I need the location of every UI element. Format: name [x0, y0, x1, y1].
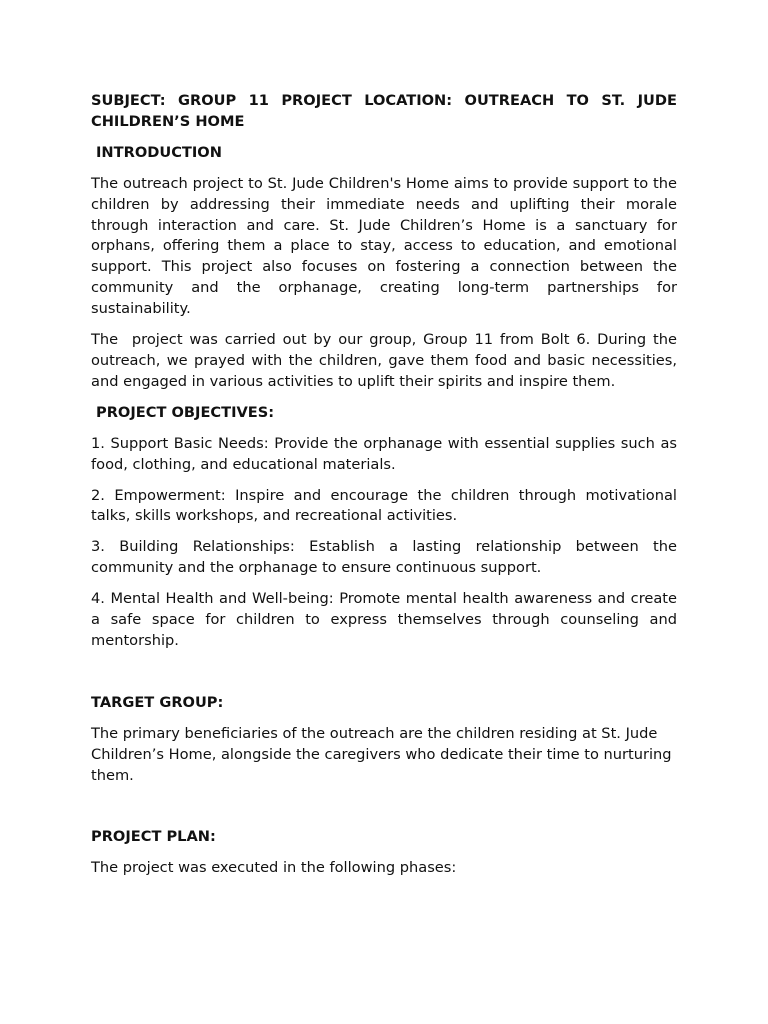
section-spacer — [91, 662, 677, 693]
project-plan-paragraph: The project was executed in the following phases: — [91, 859, 457, 877]
objective-item-3: 3. Building Relationships: Establish a lasting relationship between the community and the orphanage to ensure continuous support. — [91, 538, 677, 577]
introduction-paragraph-1: The outreach project to St. Jude Children's Home aims to provide support to the children by addressing their immediate needs and uplifting their morale through interaction and care. St. Jude Children’s Home is a sanctuary for orphans, offering them a place to stay, access to education, and emotional support. This project also focuses on fostering a connection between the community and the orphanage, creating long-term partnerships for sustainability. — [91, 174, 677, 318]
document-page — [91, 91, 682, 889]
target-group-heading: TARGET GROUP: — [91, 693, 224, 711]
objective-item-2: 2. Empowerment: Inspire and encourage the children through motivational talks, skills workshops, and recreational activities. — [91, 486, 677, 525]
target-group-paragraph: The primary beneficiaries of the outreach are the children residing at St. Jude Children’s Home, alongside the caregivers who dedicate their time to nurturing them. — [91, 724, 672, 784]
subject-heading: SUBJECT: GROUP 11 PROJECT LOCATION: OUTREACH TO ST. JUDE CHILDREN’S HOME — [91, 92, 677, 130]
objective-item-4: 4. Mental Health and Well-being: Promote mental health awareness and create a safe space for children to express themselves through counseling and mentorship. — [91, 590, 677, 649]
objective-item-1: 1. Support Basic Needs: Provide the orphanage with essential supplies such as food, clothing, and educational materials. — [91, 434, 677, 473]
introduction-heading: INTRODUCTION — [96, 143, 222, 161]
objectives-heading: PROJECT OBJECTIVES: — [96, 403, 275, 421]
project-plan-heading: PROJECT PLAN: — [91, 828, 216, 846]
section-spacer — [91, 796, 677, 827]
introduction-paragraph-2: The project was carried out by our group, Group 11 from Bolt 6. During the outreach, we prayed with the children, gave them food and basic necessities, and engaged in various activities to uplift their spirits and inspire them. — [91, 331, 682, 390]
